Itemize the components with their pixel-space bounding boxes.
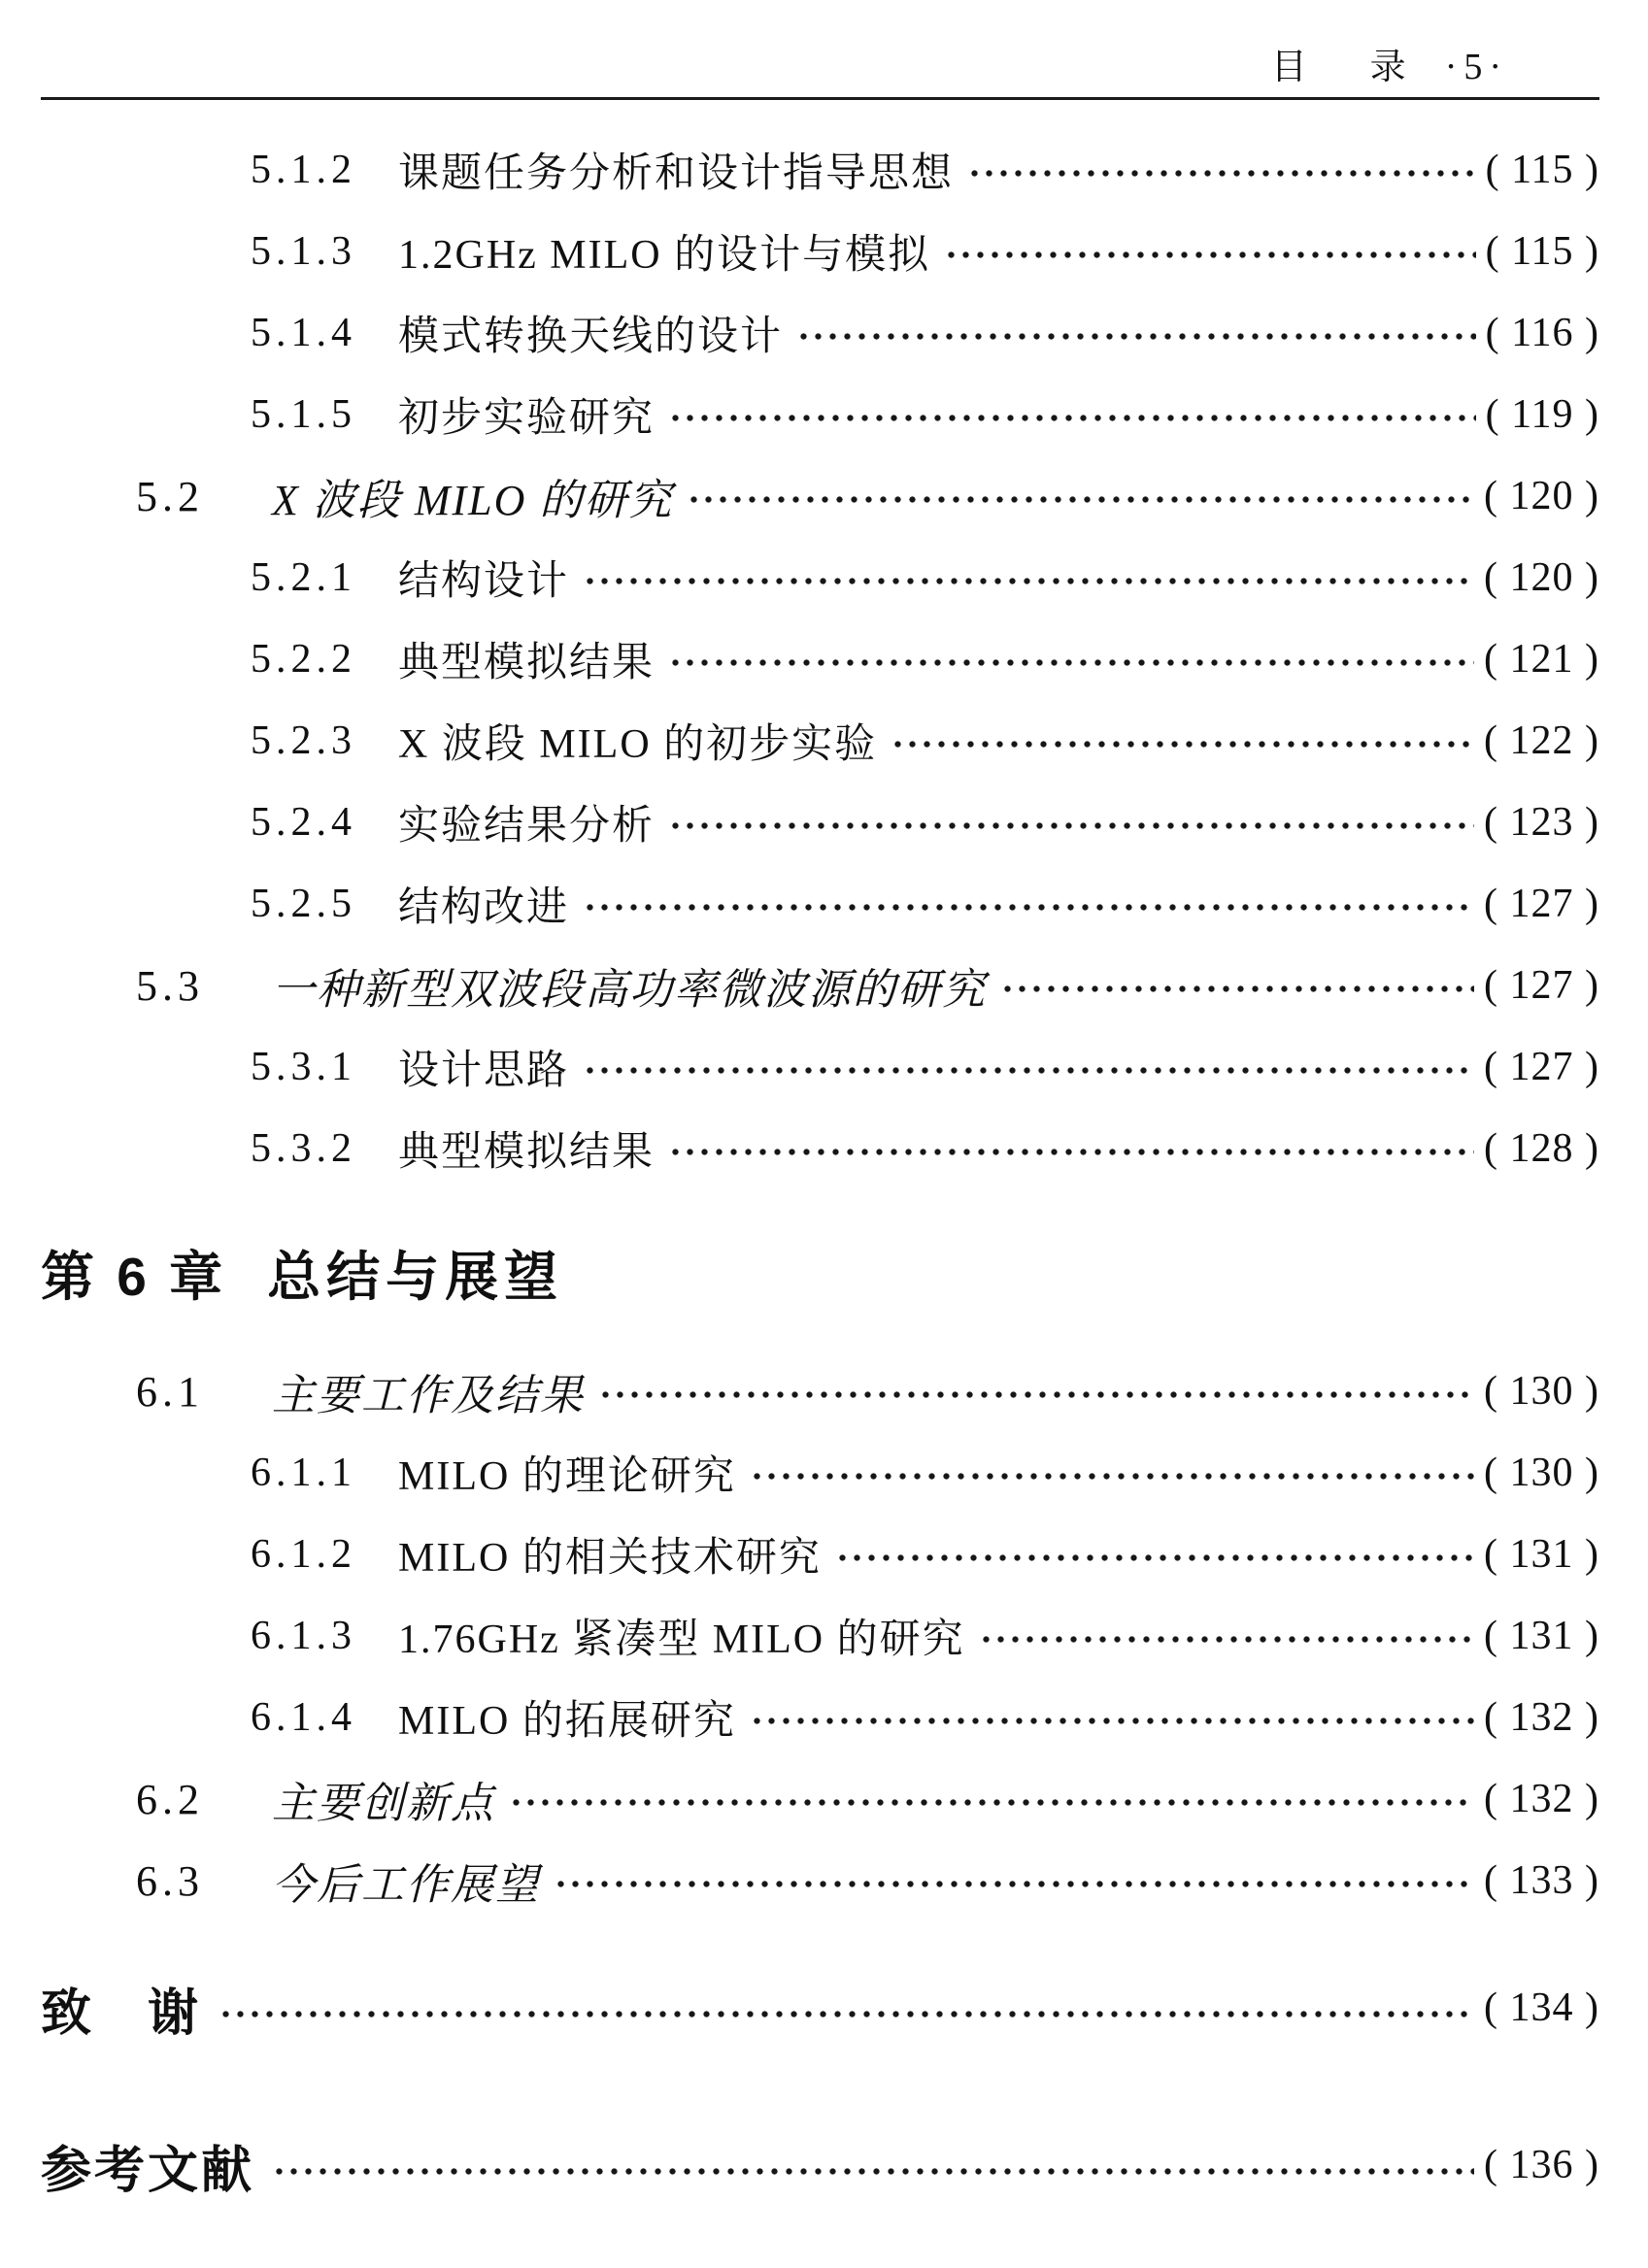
entry-title: 主要工作及结果 [272, 1372, 585, 1419]
entry-number: 5.3 [136, 961, 204, 1010]
entry-title: 结构改进 [398, 885, 570, 930]
toc-entry [41, 455, 1599, 537]
dot-leader [554, 1880, 1474, 1888]
dot-leader [583, 1066, 1474, 1075]
dot-leader [583, 903, 1474, 912]
toc-entry [41, 1351, 1599, 1432]
toc-entry [41, 292, 1599, 374]
entry-page-number: ( 131 ) [1484, 1532, 1599, 1577]
entry-title: 今后工作展望 [272, 1861, 540, 1909]
entry-title: 课题任务分析和设计指导思想 [398, 151, 955, 196]
entry-number: 5.2.5 [251, 882, 356, 926]
entry-number: 5.2 [136, 472, 204, 520]
entry-title: MILO 的理论研究 [398, 1454, 736, 1499]
entry-page-number: ( 115 ) [1485, 148, 1599, 192]
entry-page-number: ( 133 ) [1484, 1858, 1599, 1903]
dot-leader [668, 821, 1474, 830]
dot-leader [272, 2167, 1474, 2176]
entry-page-number: ( 132 ) [1484, 1777, 1599, 1821]
entry-title: 典型模拟结果 [398, 1130, 656, 1175]
toc-entry [41, 1595, 1599, 1677]
toc-entry [41, 1108, 1599, 1189]
back-matter-section [41, 1966, 1599, 2207]
toc-entry [41, 374, 1599, 455]
toc-entry [41, 700, 1599, 782]
entry-title: MILO 的相关技术研究 [398, 1536, 822, 1581]
entry-page-number: ( 136 ) [1484, 2143, 1599, 2187]
entry-page-number: ( 134 ) [1484, 1985, 1599, 2030]
dot-leader [750, 1717, 1474, 1725]
entry-number: 6.3 [136, 1856, 204, 1905]
chapter-title: 总结与展望 [267, 1246, 564, 1307]
back-matter-title: 致 谢 [41, 1984, 202, 2042]
header-section-title: 目 录 [1270, 48, 1420, 87]
entry-title: 模式转换天线的设计 [398, 315, 784, 359]
dot-leader [835, 1553, 1474, 1562]
entry-page-number: ( 128 ) [1484, 1126, 1599, 1171]
toc-entry [41, 945, 1599, 1026]
entry-number: 5.1.5 [251, 392, 356, 437]
entry-number: 5.2.1 [251, 555, 356, 600]
entry-number: 5.1.4 [251, 311, 356, 355]
entry-title: 结构设计 [398, 559, 570, 604]
entry-number: 6.2 [136, 1775, 204, 1823]
toc-block-chapter6 [41, 1351, 1599, 1921]
toc-entry [41, 1026, 1599, 1108]
dot-leader [944, 250, 1475, 259]
entry-title: 主要创新点 [272, 1780, 495, 1827]
entry-page-number: ( 120 ) [1484, 555, 1599, 600]
back-matter-entry [41, 1966, 1599, 2050]
entry-title: X 波段 MILO 的初步实验 [398, 722, 878, 767]
entry-title: 一种新型双波段高功率微波源的研究 [272, 966, 987, 1014]
dot-leader [668, 414, 1476, 422]
back-matter-entry [41, 2123, 1599, 2207]
entry-page-number: ( 130 ) [1484, 1369, 1599, 1414]
entry-number: 6.1.1 [251, 1451, 356, 1495]
entry-number: 5.2.2 [251, 637, 356, 682]
entry-number: 5.2.3 [251, 718, 356, 763]
toc-entry [41, 1758, 1599, 1840]
header-rule [41, 97, 1599, 100]
toc-entry [41, 1677, 1599, 1758]
entry-title: MILO 的拓展研究 [398, 1699, 736, 1744]
entry-number: 5.1.3 [251, 229, 356, 274]
entry-page-number: ( 131 ) [1484, 1614, 1599, 1658]
entry-page-number: ( 127 ) [1484, 882, 1599, 926]
entry-page-number: ( 123 ) [1484, 800, 1599, 845]
chapter-label: 第 6 章 [41, 1246, 227, 1307]
entry-number: 6.1.2 [251, 1532, 356, 1577]
toc-entry [41, 1432, 1599, 1514]
dot-leader [509, 1798, 1474, 1807]
entry-number: 5.3.2 [251, 1126, 356, 1171]
toc-entry [41, 1840, 1599, 1921]
entry-number: 5.1.2 [251, 148, 356, 192]
entry-page-number: ( 127 ) [1484, 963, 1599, 1008]
toc-entry [41, 618, 1599, 700]
entry-page-number: ( 116 ) [1485, 311, 1599, 355]
dot-leader [967, 169, 1476, 178]
dot-leader [687, 495, 1474, 504]
toc-entry [41, 1514, 1599, 1595]
entry-number: 5.2.4 [251, 800, 356, 845]
dot-leader [219, 2010, 1474, 2018]
dot-leader [668, 1148, 1474, 1156]
entry-title: 1.2GHz MILO 的设计与模拟 [398, 233, 931, 278]
page-header [41, 37, 1599, 87]
dot-leader [668, 658, 1474, 667]
entry-page-number: ( 119 ) [1485, 392, 1599, 437]
toc-block-chapter5 [41, 129, 1599, 1189]
dot-leader [979, 1635, 1474, 1644]
entry-page-number: ( 132 ) [1484, 1695, 1599, 1740]
dot-leader [891, 740, 1474, 749]
dot-leader [598, 1390, 1474, 1399]
toc-entry [41, 129, 1599, 211]
entry-page-number: ( 122 ) [1484, 718, 1599, 763]
entry-page-number: ( 127 ) [1484, 1045, 1599, 1089]
entry-page-number: ( 130 ) [1484, 1451, 1599, 1495]
entry-number: 6.1.3 [251, 1614, 356, 1658]
dot-leader [796, 332, 1476, 341]
dot-leader [750, 1472, 1474, 1481]
header-page-marker: ·5· [1444, 47, 1508, 87]
toc-entry [41, 782, 1599, 863]
toc-entry [41, 863, 1599, 945]
entry-title: 1.76GHz 紧凑型 MILO 的研究 [398, 1618, 965, 1662]
back-matter-title: 参考文献 [41, 2142, 255, 2199]
dot-leader [1000, 984, 1474, 993]
chapter-6-heading [41, 1232, 1599, 1312]
toc-entry [41, 211, 1599, 292]
entry-title: 实验结果分析 [398, 804, 656, 849]
entry-number: 6.1.4 [251, 1695, 356, 1740]
entry-page-number: ( 120 ) [1484, 474, 1599, 518]
entry-title: X 波段 MILO 的研究 [272, 477, 674, 524]
entry-title: 初步实验研究 [398, 396, 656, 441]
toc-entry [41, 537, 1599, 618]
entry-title: 设计思路 [398, 1049, 570, 1093]
entry-page-number: ( 121 ) [1484, 637, 1599, 682]
entry-page-number: ( 115 ) [1485, 229, 1599, 274]
entry-number: 6.1 [136, 1367, 204, 1416]
entry-number: 5.3.1 [251, 1045, 356, 1089]
dot-leader [583, 577, 1474, 585]
entry-title: 典型模拟结果 [398, 641, 656, 685]
